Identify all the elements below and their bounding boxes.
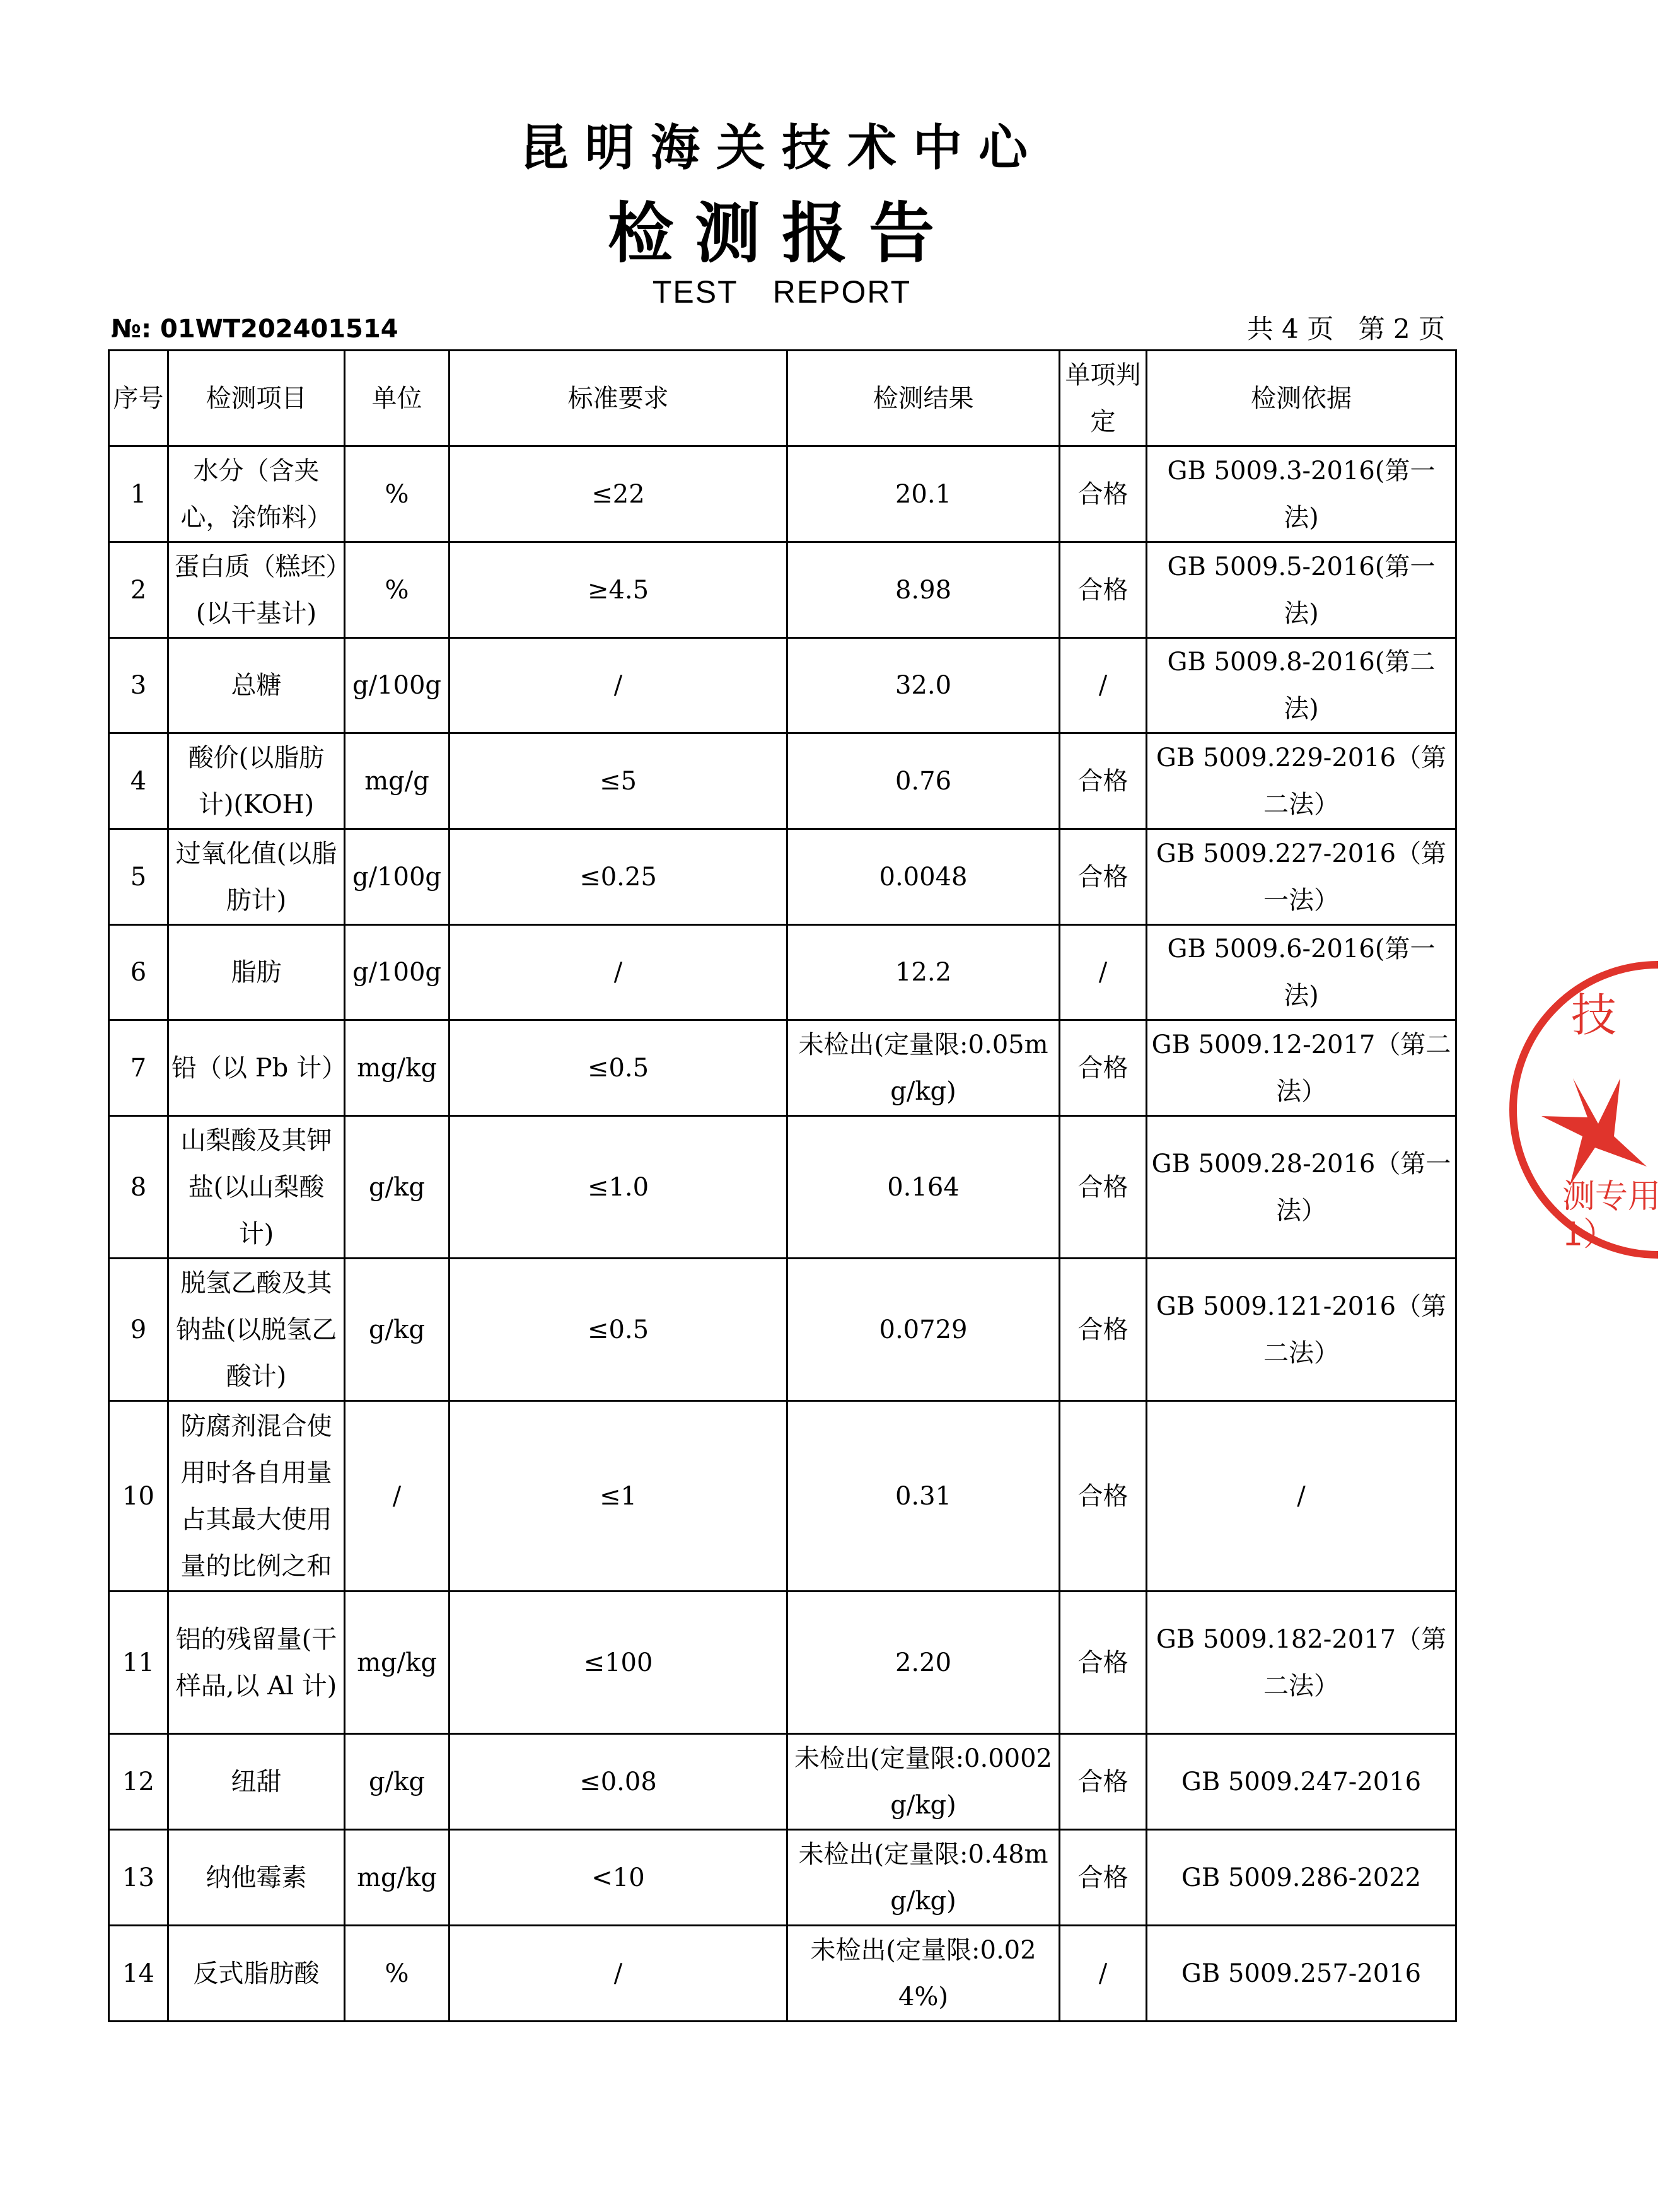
table-row — [109, 925, 1456, 1020]
report-subtitle: TEST REPORT — [652, 274, 912, 310]
cell-result: 0.164 — [787, 1116, 1060, 1259]
cell-unit: mg/kg — [345, 1020, 450, 1116]
cell-result: 8.98 — [787, 542, 1060, 638]
cell-item: 铅（以 Pb 计） — [168, 1020, 345, 1116]
cell-requirement: ≥4.5 — [450, 542, 787, 638]
cell-item: 水分（含夹心，涂饰料） — [168, 446, 345, 542]
cell-item: 脂肪 — [168, 925, 345, 1020]
cell-method: GB 5009.3-2016(第一法) — [1147, 446, 1456, 542]
cell-method: GB 5009.5-2016(第一法) — [1147, 542, 1456, 638]
cell-requirement: ≤22 — [450, 446, 787, 542]
cell-no: 10 — [109, 1401, 168, 1592]
cell-method: GB 5009.229-2016（第二法） — [1147, 733, 1456, 829]
cell-requirement: / — [450, 638, 787, 733]
cell-requirement: ≤0.5 — [450, 1020, 787, 1116]
cell-unit: mg/kg — [345, 1830, 450, 1926]
cell-item: 防腐剂混合使用时各自用量占其最大使用量的比例之和 — [168, 1401, 345, 1592]
cell-result: 2.20 — [787, 1592, 1060, 1734]
cell-verdict: 合格 — [1060, 542, 1147, 638]
table-row — [109, 1734, 1456, 1830]
cell-requirement: ≤5 — [450, 733, 787, 829]
table-row — [109, 1830, 1456, 1926]
cell-method: / — [1147, 1401, 1456, 1592]
cell-result: 未检出(定量限:0.0002g/kg) — [787, 1734, 1060, 1830]
total-pages: 共 4 页 — [1246, 313, 1334, 344]
table-row — [109, 1592, 1456, 1734]
cell-result: 0.0729 — [787, 1259, 1060, 1401]
cell-no: 4 — [109, 733, 168, 829]
current-page: 第 2 页 — [1358, 313, 1445, 344]
cell-result: 未检出(定量限:0.024%) — [787, 1926, 1060, 2022]
cell-method: GB 5009.28-2016（第一法） — [1147, 1116, 1456, 1259]
cell-result: 12.2 — [787, 925, 1060, 1020]
cell-no: 9 — [109, 1259, 168, 1401]
report-title: 检测报告 — [607, 194, 956, 272]
column-header: 单项判定 — [1060, 351, 1147, 446]
table-row — [109, 1116, 1456, 1259]
cell-item: 纳他霉素 — [168, 1830, 345, 1926]
cell-method: GB 5009.121-2016（第二法） — [1147, 1259, 1456, 1401]
table-row — [109, 829, 1456, 925]
cell-item: 纽甜 — [168, 1734, 345, 1830]
cell-verdict: 合格 — [1060, 446, 1147, 542]
cell-verdict: 合格 — [1060, 1020, 1147, 1116]
table-row — [109, 446, 1456, 542]
cell-requirement: ≤1 — [450, 1401, 787, 1592]
column-header: 检测结果 — [787, 351, 1060, 446]
cell-no: 3 — [109, 638, 168, 733]
cell-method: GB 5009.257-2016 — [1147, 1926, 1456, 2022]
cell-unit: g/kg — [345, 1734, 450, 1830]
cell-method: GB 5009.182-2017（第二法） — [1147, 1592, 1456, 1734]
cell-result: 20.1 — [787, 446, 1060, 542]
cell-unit: % — [345, 446, 450, 542]
table-row — [109, 542, 1456, 638]
cell-unit: g/100g — [345, 829, 450, 925]
cell-requirement: / — [450, 925, 787, 1020]
cell-requirement: ≤0.25 — [450, 829, 787, 925]
official-seal-stamp — [1513, 958, 1677, 1261]
cell-unit: % — [345, 1926, 450, 2022]
cell-item: 酸价(以脂肪计)(KOH) — [168, 733, 345, 829]
cell-no: 12 — [109, 1734, 168, 1830]
cell-unit: mg/g — [345, 733, 450, 829]
cell-verdict: 合格 — [1060, 1592, 1147, 1734]
cell-verdict: 合格 — [1060, 1259, 1147, 1401]
cell-requirement: <10 — [450, 1830, 787, 1926]
cell-no: 5 — [109, 829, 168, 925]
cell-no: 8 — [109, 1116, 168, 1259]
cell-requirement: ≤0.08 — [450, 1734, 787, 1830]
column-header: 单位 — [345, 351, 450, 446]
cell-verdict: 合格 — [1060, 1401, 1147, 1592]
cell-no: 11 — [109, 1592, 168, 1734]
cell-unit: % — [345, 542, 450, 638]
cell-requirement: ≤1.0 — [450, 1116, 787, 1259]
cell-result: 未检出(定量限:0.05mg/kg) — [787, 1020, 1060, 1116]
column-header: 序号 — [109, 351, 168, 446]
column-header: 标准要求 — [450, 351, 787, 446]
stamp-char: 1） — [1562, 1216, 1616, 1254]
cell-method: GB 5009.6-2016(第一法) — [1147, 925, 1456, 1020]
table-row — [109, 1926, 1456, 2022]
cell-result: 0.0048 — [787, 829, 1060, 925]
cell-unit: / — [345, 1401, 450, 1592]
cell-item: 过氧化值(以脂肪计) — [168, 829, 345, 925]
cell-verdict: / — [1060, 925, 1147, 1020]
stamp-char: 技 — [1571, 989, 1617, 1042]
table-row — [109, 733, 1456, 829]
cell-unit: g/kg — [345, 1116, 450, 1259]
cell-item: 总糖 — [168, 638, 345, 733]
column-header: 检测依据 — [1147, 351, 1456, 446]
cell-unit: g/100g — [345, 925, 450, 1020]
cell-result: 0.76 — [787, 733, 1060, 829]
cell-verdict: / — [1060, 1926, 1147, 2022]
cell-result: 未检出(定量限:0.48mg/kg) — [787, 1830, 1060, 1926]
cell-result: 0.31 — [787, 1401, 1060, 1592]
cell-verdict: 合格 — [1060, 829, 1147, 925]
cell-item: 脱氢乙酸及其钠盐(以脱氢乙酸计) — [168, 1259, 345, 1401]
cell-no: 13 — [109, 1830, 168, 1926]
column-header: 检测项目 — [168, 351, 345, 446]
table-header-row — [109, 351, 1456, 446]
cell-requirement: / — [450, 1926, 787, 2022]
table-row — [109, 1020, 1456, 1116]
table-row — [109, 1259, 1456, 1401]
table-body — [109, 446, 1456, 2022]
cell-requirement: ≤0.5 — [450, 1259, 787, 1401]
cell-requirement: ≤100 — [450, 1592, 787, 1734]
cell-no: 2 — [109, 542, 168, 638]
cell-result: 32.0 — [787, 638, 1060, 733]
cell-item: 山梨酸及其钾盐(以山梨酸计) — [168, 1116, 345, 1259]
cell-method: GB 5009.247-2016 — [1147, 1734, 1456, 1830]
cell-method: GB 5009.12-2017（第二法） — [1147, 1020, 1456, 1116]
cell-verdict: 合格 — [1060, 1734, 1147, 1830]
cell-method: GB 5009.286-2022 — [1147, 1830, 1456, 1926]
stamp-char: 测专用 — [1562, 1178, 1661, 1216]
test-results-table — [108, 349, 1457, 2022]
report-number: №: 01WT202401514 — [111, 315, 398, 344]
cell-verdict: 合格 — [1060, 1116, 1147, 1259]
cell-verdict: / — [1060, 638, 1147, 733]
cell-unit: g/kg — [345, 1259, 450, 1401]
table-row — [109, 1401, 1456, 1592]
cell-item: 蛋白质（糕坯）(以干基计) — [168, 542, 345, 638]
cell-verdict: 合格 — [1060, 1830, 1147, 1926]
cell-no: 7 — [109, 1020, 168, 1116]
cell-no: 14 — [109, 1926, 168, 2022]
cell-unit: mg/kg — [345, 1592, 450, 1734]
organization-name: 昆明海关技术中心 — [519, 119, 1044, 177]
cell-unit: g/100g — [345, 638, 450, 733]
cell-no: 1 — [109, 446, 168, 542]
cell-no: 6 — [109, 925, 168, 1020]
cell-method: GB 5009.8-2016(第二法) — [1147, 638, 1456, 733]
cell-method: GB 5009.227-2016（第一法） — [1147, 829, 1456, 925]
table-row — [109, 638, 1456, 733]
page-info — [1231, 311, 1445, 347]
cell-verdict: 合格 — [1060, 733, 1147, 829]
cell-item: 铝的残留量(干样品,以 Al 计) — [168, 1592, 345, 1734]
cell-item: 反式脂肪酸 — [168, 1926, 345, 2022]
